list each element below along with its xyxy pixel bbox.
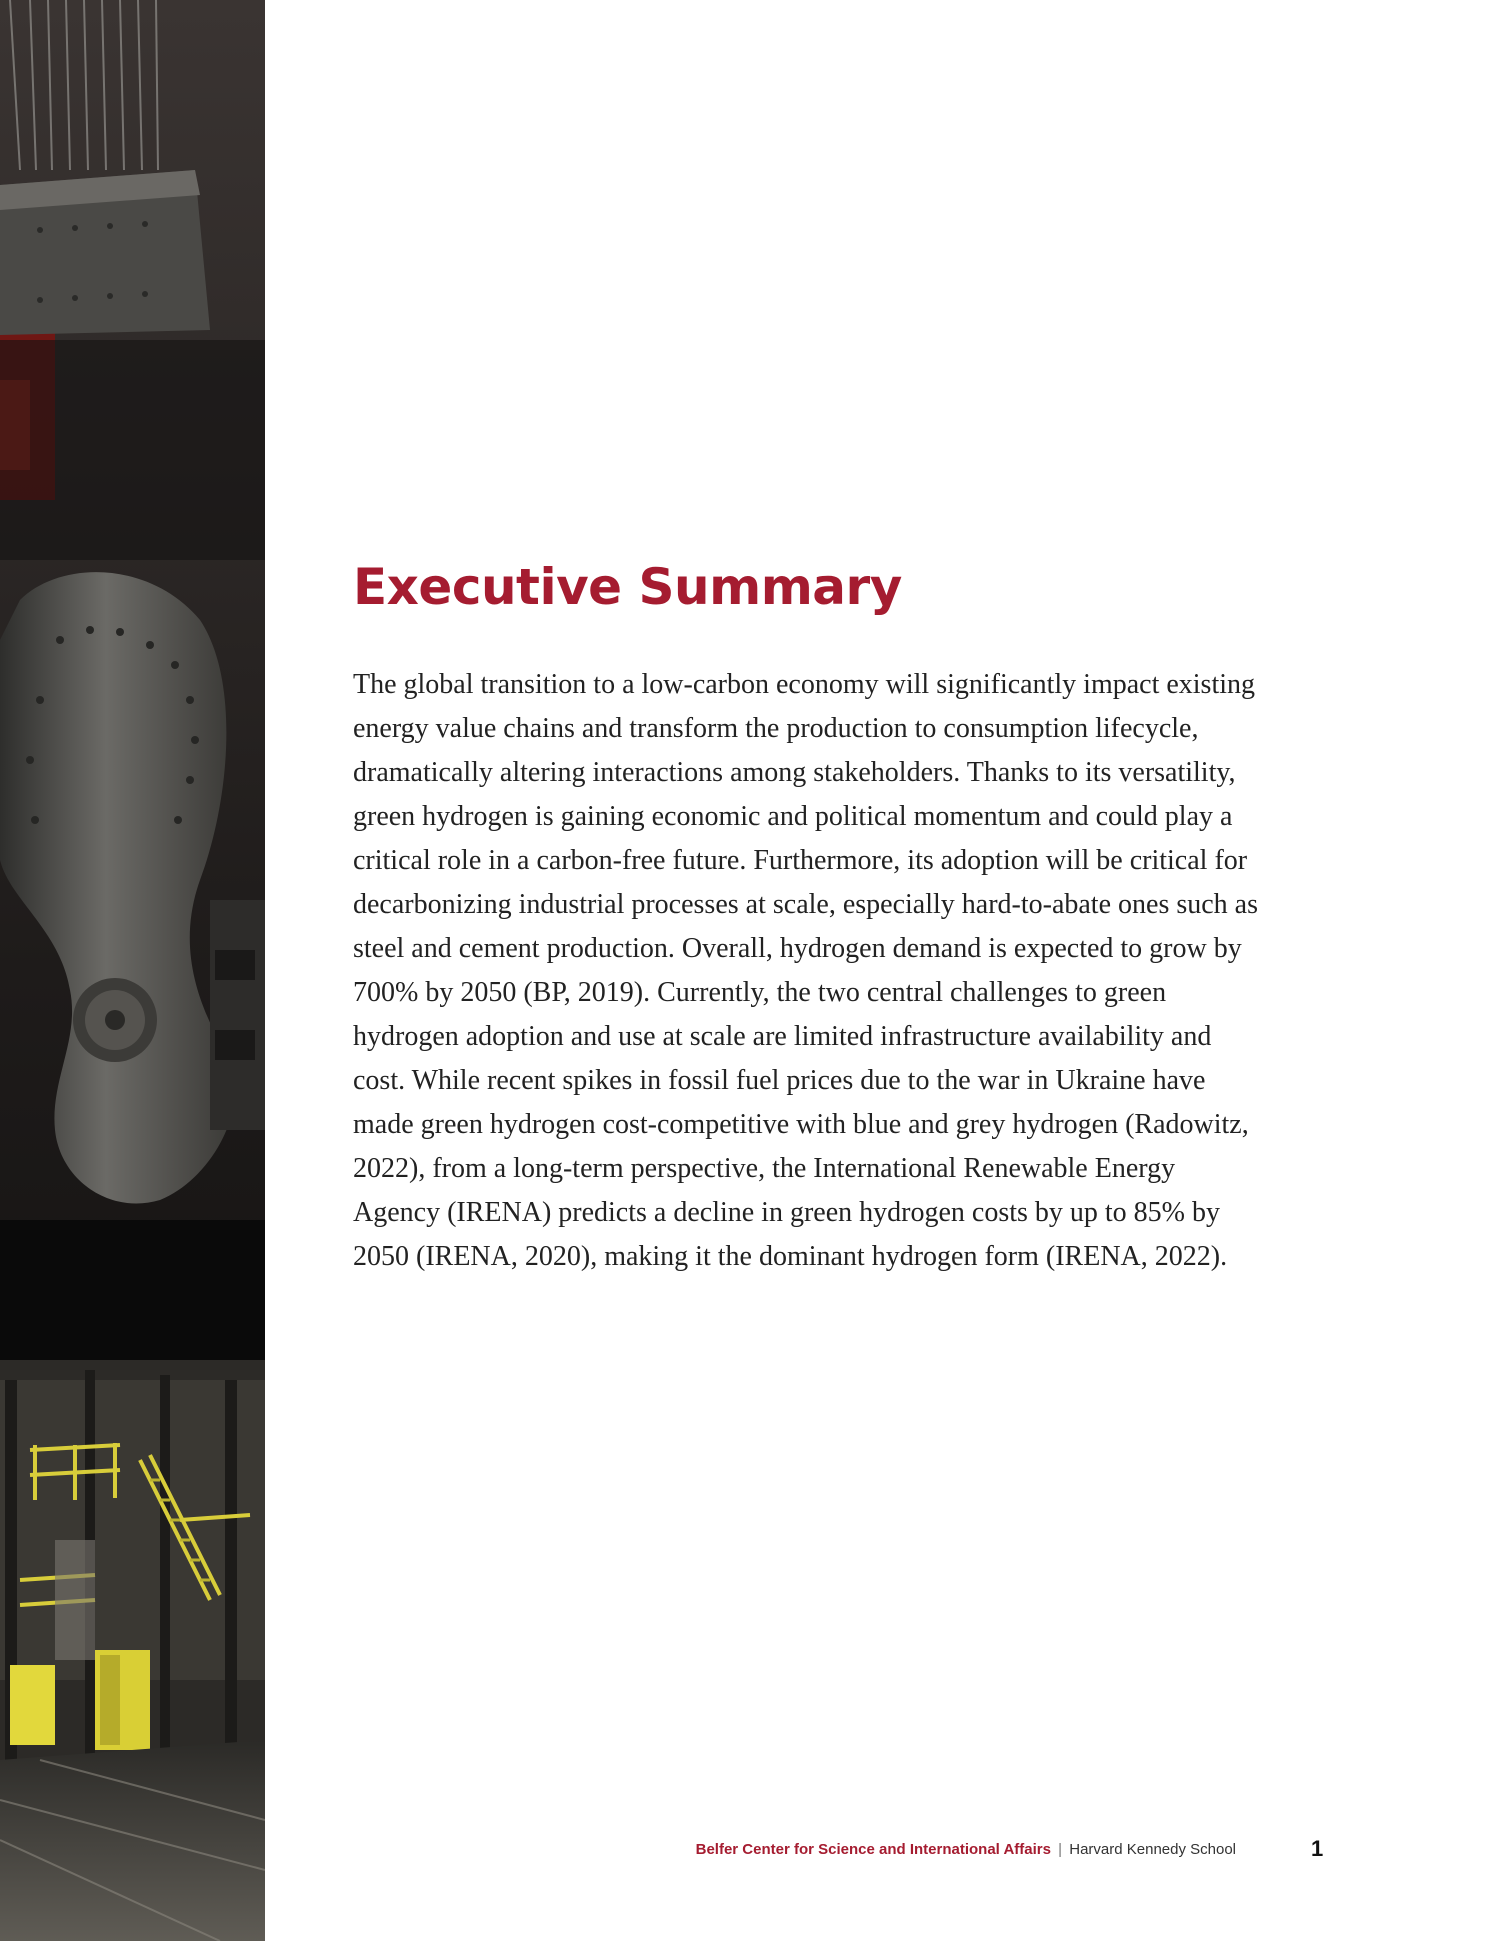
footer-school: Harvard Kennedy School — [1069, 1841, 1236, 1858]
footer-separator: | — [1058, 1841, 1063, 1858]
industrial-crane-photo — [0, 0, 265, 1941]
page-footer — [696, 1841, 1236, 1858]
page-number: 1 — [1311, 1836, 1324, 1861]
summary-paragraph: The global transition to a low-carbon economy will significantly impact existing energy value chains and transform the production to consumption lifecycle, dramatically altering interactions among stakeholders. Thanks to its versatility, green hydrogen is gaining economic and political momentum and could play a critical role in a carbon-free future. Furthermore, its adoption will be critical for decarbonizing industrial processes at scale, especially hard-to-abate ones such as steel and cement production. Overall, hydrogen demand is expected to grow by 700% by 2050 (BP, 2019). Currently, the two central challenges to green hydrogen adoption and use at scale are limited infrastructure availability and cost. While recent spikes in fossil fuel prices due to the war in Ukraine have made green hydrogen cost-competitive with blue and grey hydrogen (Radowitz, 2022), from a long-term perspective, the International Renewable Energy Agency (IRENA) predicts a decline in green hydrogen costs by up to 85% by 2050 (IRENA, 2020), making it the dominant hydrogen form (IRENA, 2022). — [353, 669, 1258, 1272]
page-title: Executive Summary — [353, 558, 902, 616]
footer-organization: Belfer Center for Science and International Affairs — [695, 1841, 1051, 1858]
main-content — [353, 558, 1258, 1279]
